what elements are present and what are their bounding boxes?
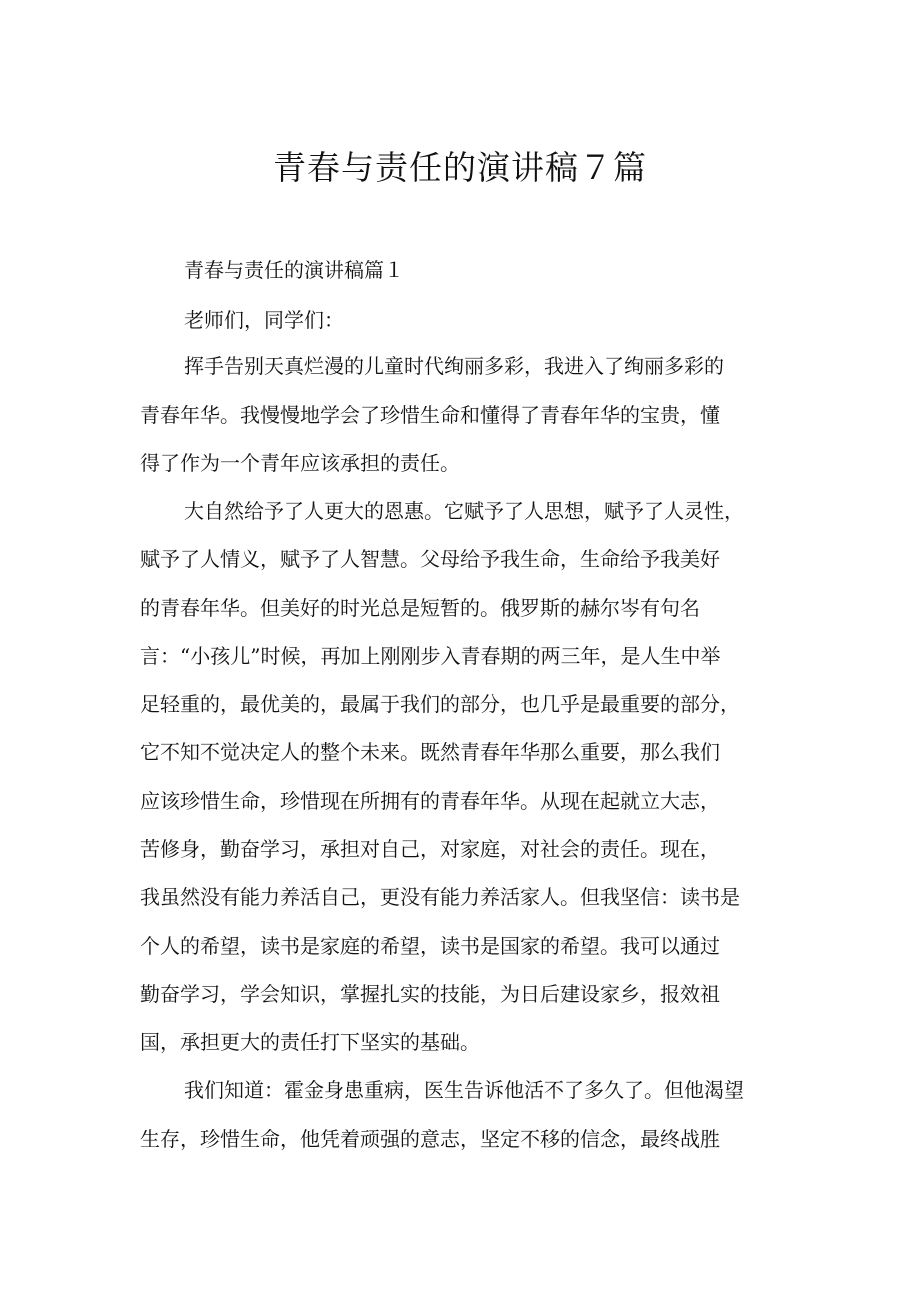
salutation: 老师们，同学们： [184,308,344,332]
paragraph-1-line-3: 得了作为一个青年应该承担的责任。 [140,451,460,475]
paragraph-2-line-11: 勤奋学习，学会知识，掌握扎实的技能，为日后建设家乡，报效祖 [140,982,720,1006]
paragraph-1-line-2: 青春年华。我慢慢地学会了珍惜生命和懂得了青春年华的宝贵，懂 [140,403,720,427]
paragraph-3-line-1: 我们知道：霍金身患重病，医生告诉他活不了多久了。但他渴望 [184,1078,744,1102]
paragraph-3-line-2: 生存，珍惜生命，他凭着顽强的意志，坚定不移的信念，最终战胜 [140,1127,720,1151]
paragraph-2-line-12: 国，承担更大的责任打下坚实的基础。 [140,1030,480,1054]
paragraph-2-line-9: 我虽然没有能力养活自己，更没有能力养活家人。但我坚信：读书是 [140,885,740,909]
paragraph-2-line-6: 它不知不觉决定人的整个未来。既然青春年华那么重要，那么我们 [140,740,720,764]
paragraph-2-line-10: 个人的希望，读书是家庭的希望，读书是国家的希望。我可以通过 [140,934,720,958]
paragraph-2-line-7: 应该珍惜生命，珍惜现在所拥有的青春年华。从现在起就立大志， [140,789,720,813]
paragraph-2-line-5: 足轻重的，最优美的，最属于我们的部分，也几乎是最重要的部分， [140,692,740,716]
section-heading: 青春与责任的演讲稿篇１ [184,258,404,282]
paragraph-1-line-1: 挥手告别天真烂漫的儿童时代绚丽多彩，我进入了绚丽多彩的 [184,354,724,378]
paragraph-2-line-2: 赋予了人情义，赋予了人智慧。父母给予我生命，生命给予我美好 [140,547,720,571]
paragraph-2-line-8: 苦修身，勤奋学习，承担对自己，对家庭，对社会的责任。现在， [140,837,720,861]
paragraph-2-line-1: 大自然给予了人更大的恩惠。它赋予了人思想，赋予了人灵性， [184,499,744,523]
document-title: 青春与责任的演讲稿７篇 [273,148,647,187]
paragraph-2-line-4: 言：“小孩儿”时候，再加上刚刚步入青春期的两三年，是人生中举 [140,644,721,668]
paragraph-2-line-3: 的青春年华。但美好的时光总是短暂的。俄罗斯的赫尔岑有句名 [140,596,700,620]
